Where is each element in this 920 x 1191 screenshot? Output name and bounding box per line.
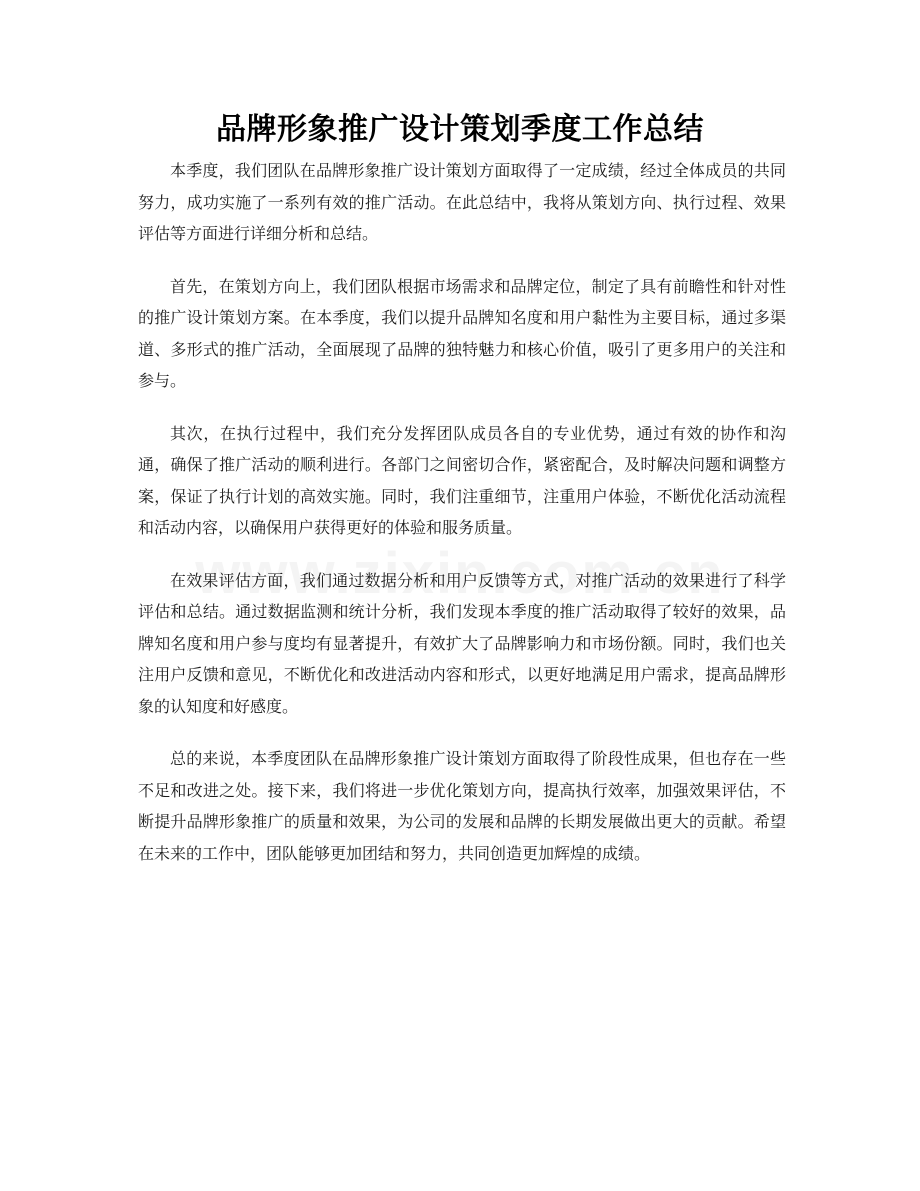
paragraph-effect-evaluation: 在效果评估方面，我们通过数据分析和用户反馈等方式，对推广活动的效果进行了科学评估和总结。通过数据监测和统计分析，我们发现本季度的推广活动取得了较好的效果，品牌知名度和用户参与度均有显著提升，有效扩大了品牌影响力和市场份额。同时，我们也关注用户反馈和意见，不断优化和改进活动内容和形式，以更好地满足用户需求，提高品牌形象的认知度和好感度。 (138, 570, 786, 716)
paragraph-planning-direction: 首先，在策划方向上，我们团队根据市场需求和品牌定位，制定了具有前瞻性和针对性的推广设计策划方案。在本季度，我们以提升品牌知名度和用户黏性为主要目标，通过多渠道、多形式的推广活动，全面展现了品牌的独特魅力和核心价值，吸引了更多用户的关注和参与。 (138, 276, 786, 390)
paragraph-execution-process: 其次，在执行过程中，我们充分发挥团队成员各自的专业优势，通过有效的协作和沟通，确保了推广活动的顺利进行。各部门之间密切合作，紧密配合，及时解决问题和调整方案，保证了执行计划的高效实施。同时，我们注重细节，注重用户体验，不断优化活动流程和活动内容，以确保用户获得更好的体验和服务质量。 (138, 423, 786, 537)
paragraph-conclusion: 总的来说，本季度团队在品牌形象推广设计策划方面取得了阶段性成果，但也存在一些不足和改进之处。接下来，我们将进一步优化策划方向，提高执行效率，加强效果评估，不断提升品牌形象推广的质量和效果，为公司的发展和品牌的长期发展做出更大的贡献。希望在未来的工作中，团队能够更加团结和努力，共同创造更加辉煌的成绩。 (138, 749, 786, 863)
document-title: 品牌形象推广设计策划季度工作总结 (216, 112, 704, 147)
document-body (138, 155, 786, 890)
paragraph-intro: 本季度，我们团队在品牌形象推广设计策划方面取得了一定成绩，经过全体成员的共同努力，成功实施了一系列有效的推广活动。在此总结中，我将从策划方向、执行过程、效果评估等方面进行详细分析和总结。 (138, 161, 786, 243)
